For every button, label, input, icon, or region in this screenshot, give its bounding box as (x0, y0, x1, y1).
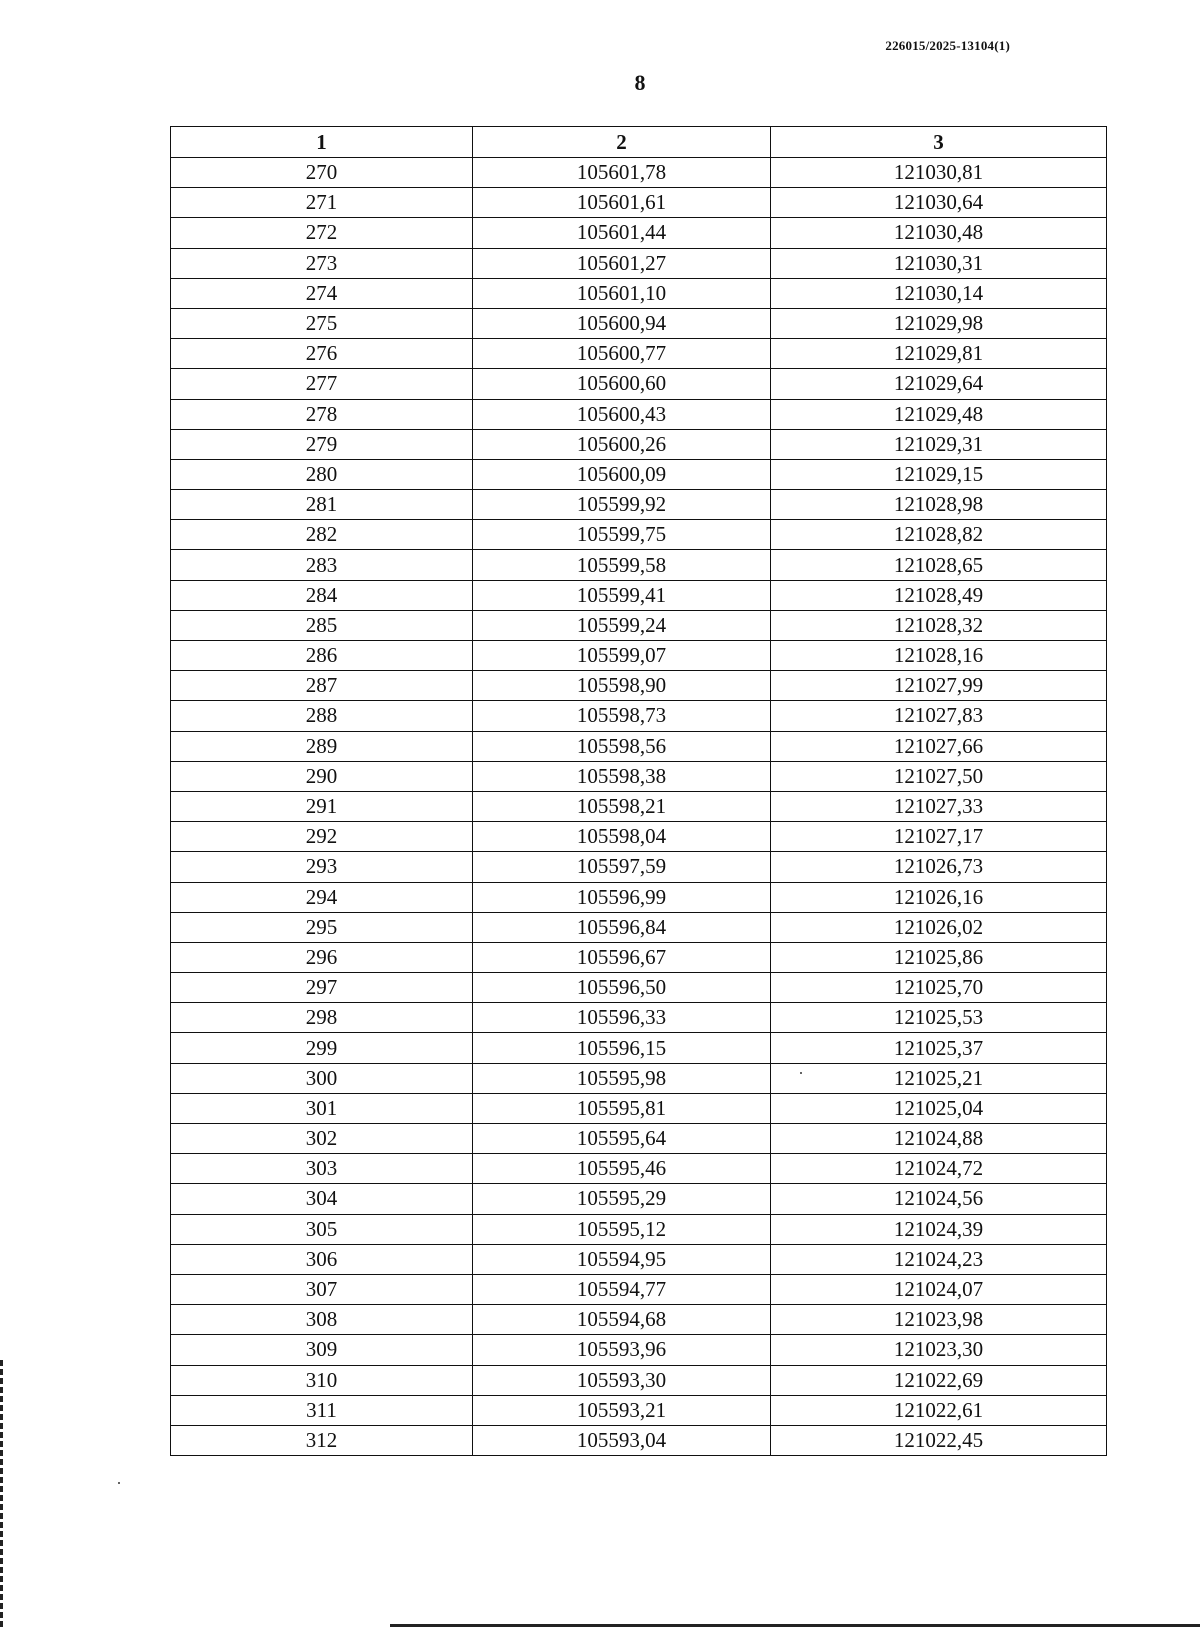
table-cell: 105595,98 (473, 1063, 771, 1093)
table-cell: 290 (171, 761, 473, 791)
table-cell: 280 (171, 459, 473, 489)
table-cell: 121027,17 (771, 822, 1107, 852)
table-cell: 121028,65 (771, 550, 1107, 580)
table-row (171, 822, 1107, 852)
table-cell: 121029,15 (771, 459, 1107, 489)
table-row (171, 701, 1107, 731)
table-cell: 105598,90 (473, 671, 771, 701)
table-cell: 295 (171, 912, 473, 942)
table-cell: 105600,94 (473, 308, 771, 338)
table-cell: 283 (171, 550, 473, 580)
table-cell: 286 (171, 641, 473, 671)
table-cell: 282 (171, 520, 473, 550)
scan-speck (118, 1482, 120, 1484)
table-header-row (171, 127, 1107, 158)
table-row (171, 1184, 1107, 1214)
table-cell: 294 (171, 882, 473, 912)
table-cell: 105599,41 (473, 580, 771, 610)
table-cell: 121029,98 (771, 308, 1107, 338)
column-header: 1 (171, 127, 473, 158)
table-cell: 105593,96 (473, 1335, 771, 1365)
table-cell: 121030,48 (771, 218, 1107, 248)
table-cell: 289 (171, 731, 473, 761)
table-cell: 105598,56 (473, 731, 771, 761)
table-row (171, 641, 1107, 671)
table-row (171, 399, 1107, 429)
table-cell: 121029,31 (771, 429, 1107, 459)
table-cell: 105598,04 (473, 822, 771, 852)
table-cell: 284 (171, 580, 473, 610)
table-cell: 277 (171, 369, 473, 399)
table-cell: 121024,56 (771, 1184, 1107, 1214)
table-cell: 121025,53 (771, 1003, 1107, 1033)
table-cell: 275 (171, 308, 473, 338)
table-row (171, 610, 1107, 640)
table-cell: 121027,99 (771, 671, 1107, 701)
scan-speck (800, 1072, 802, 1074)
table-row (171, 369, 1107, 399)
table-cell: 105601,10 (473, 278, 771, 308)
table-cell: 291 (171, 791, 473, 821)
table-row (171, 852, 1107, 882)
table-row (171, 429, 1107, 459)
table-row (171, 339, 1107, 369)
table-row (171, 942, 1107, 972)
table-row (171, 308, 1107, 338)
table-cell: 105597,59 (473, 852, 771, 882)
table-cell: 271 (171, 188, 473, 218)
table-cell: 105598,21 (473, 791, 771, 821)
table-cell: 293 (171, 852, 473, 882)
table-cell: 121025,21 (771, 1063, 1107, 1093)
table-cell: 304 (171, 1184, 473, 1214)
table-cell: 105594,95 (473, 1244, 771, 1274)
table-row (171, 1244, 1107, 1274)
table-cell: 121024,39 (771, 1214, 1107, 1244)
table-cell: 121028,49 (771, 580, 1107, 610)
table-cell: 307 (171, 1274, 473, 1304)
table-cell: 303 (171, 1154, 473, 1184)
table-cell: 278 (171, 399, 473, 429)
column-header: 3 (771, 127, 1107, 158)
table-cell: 121025,04 (771, 1093, 1107, 1123)
table-row (171, 459, 1107, 489)
table-row (171, 1305, 1107, 1335)
table-row (171, 248, 1107, 278)
table-cell: 292 (171, 822, 473, 852)
table-cell: 121025,70 (771, 973, 1107, 1003)
table-cell: 302 (171, 1124, 473, 1154)
table-cell: 105598,38 (473, 761, 771, 791)
table-cell: 270 (171, 158, 473, 188)
table-row (171, 1274, 1107, 1304)
table-cell: 297 (171, 973, 473, 1003)
table-row (171, 1365, 1107, 1395)
document-id: 226015/2025-13104(1) (885, 38, 1010, 53)
table-cell: 306 (171, 1244, 473, 1274)
table-cell: 105599,24 (473, 610, 771, 640)
table-cell: 121022,69 (771, 1365, 1107, 1395)
table-row (171, 1063, 1107, 1093)
table-cell: 121025,86 (771, 942, 1107, 972)
table-cell: 105593,30 (473, 1365, 771, 1395)
table-row (171, 791, 1107, 821)
table-cell: 121027,83 (771, 701, 1107, 731)
table-row (171, 1214, 1107, 1244)
table-cell: 105596,50 (473, 973, 771, 1003)
table-cell: 121028,98 (771, 490, 1107, 520)
table-cell: 105596,67 (473, 942, 771, 972)
table-row (171, 278, 1107, 308)
table-cell: 121024,23 (771, 1244, 1107, 1274)
table-row (171, 761, 1107, 791)
coordinates-table (170, 126, 1107, 1456)
table-cell: 105595,46 (473, 1154, 771, 1184)
table-row (171, 188, 1107, 218)
table-cell: 272 (171, 218, 473, 248)
table-row (171, 1003, 1107, 1033)
table-cell: 105596,99 (473, 882, 771, 912)
table-cell: 121026,73 (771, 852, 1107, 882)
table-cell: 105600,77 (473, 339, 771, 369)
table-cell: 105600,26 (473, 429, 771, 459)
table-row (171, 1154, 1107, 1184)
table-cell: 276 (171, 339, 473, 369)
table-cell: 105600,43 (473, 399, 771, 429)
table-cell: 105596,15 (473, 1033, 771, 1063)
table-row (171, 882, 1107, 912)
table-cell: 105595,29 (473, 1184, 771, 1214)
table-cell: 301 (171, 1093, 473, 1123)
table-cell: 105600,60 (473, 369, 771, 399)
table-cell: 274 (171, 278, 473, 308)
table-cell: 312 (171, 1425, 473, 1455)
table-row (171, 1124, 1107, 1154)
table-cell: 121024,07 (771, 1274, 1107, 1304)
table-cell: 288 (171, 701, 473, 731)
scan-bottom-edge (390, 1624, 1200, 1627)
table-cell: 300 (171, 1063, 473, 1093)
table-cell: 121029,48 (771, 399, 1107, 429)
table-row (171, 520, 1107, 550)
table-row (171, 580, 1107, 610)
table-row (171, 1395, 1107, 1425)
table-cell: 308 (171, 1305, 473, 1335)
scan-margin-mark (0, 1360, 3, 1628)
page-number: 8 (634, 70, 646, 95)
table-cell: 105594,68 (473, 1305, 771, 1335)
table-cell: 105595,64 (473, 1124, 771, 1154)
table-cell: 121030,81 (771, 158, 1107, 188)
table-row (171, 1033, 1107, 1063)
table-row (171, 158, 1107, 188)
table-cell: 121029,81 (771, 339, 1107, 369)
table-cell: 105593,21 (473, 1395, 771, 1425)
table-cell: 298 (171, 1003, 473, 1033)
table-body (171, 158, 1107, 1456)
table-cell: 311 (171, 1395, 473, 1425)
table-cell: 121028,16 (771, 641, 1107, 671)
table-cell: 105601,44 (473, 218, 771, 248)
table-cell: 121026,02 (771, 912, 1107, 942)
table-cell: 121028,32 (771, 610, 1107, 640)
table-cell: 121027,66 (771, 731, 1107, 761)
table-cell: 121023,98 (771, 1305, 1107, 1335)
table-row (171, 731, 1107, 761)
table-cell: 121030,31 (771, 248, 1107, 278)
table-cell: 105596,33 (473, 1003, 771, 1033)
table-cell: 279 (171, 429, 473, 459)
table-row (171, 671, 1107, 701)
table-row (171, 490, 1107, 520)
table-cell: 121029,64 (771, 369, 1107, 399)
table-cell: 105601,27 (473, 248, 771, 278)
table-cell: 121024,72 (771, 1154, 1107, 1184)
table-row (171, 550, 1107, 580)
table-cell: 105601,61 (473, 188, 771, 218)
table-cell: 121026,16 (771, 882, 1107, 912)
column-header: 2 (473, 127, 771, 158)
table-cell: 105594,77 (473, 1274, 771, 1304)
table-cell: 121022,45 (771, 1425, 1107, 1455)
table-cell: 281 (171, 490, 473, 520)
table-cell: 105598,73 (473, 701, 771, 731)
table-cell: 105595,12 (473, 1214, 771, 1244)
table-cell: 296 (171, 942, 473, 972)
table-cell: 121030,64 (771, 188, 1107, 218)
table-cell: 121025,37 (771, 1033, 1107, 1063)
table-cell: 105601,78 (473, 158, 771, 188)
table-cell: 121027,33 (771, 791, 1107, 821)
table-cell: 105599,92 (473, 490, 771, 520)
table-row (171, 1335, 1107, 1365)
table-row (171, 1093, 1107, 1123)
table-cell: 105599,58 (473, 550, 771, 580)
table-row (171, 1425, 1107, 1455)
table-cell: 287 (171, 671, 473, 701)
table-cell: 121024,88 (771, 1124, 1107, 1154)
table-cell: 309 (171, 1335, 473, 1365)
table-cell: 285 (171, 610, 473, 640)
table-row (171, 912, 1107, 942)
table-cell: 105595,81 (473, 1093, 771, 1123)
table-cell: 299 (171, 1033, 473, 1063)
table-cell: 105596,84 (473, 912, 771, 942)
table-row (171, 973, 1107, 1003)
table-row (171, 218, 1107, 248)
table-cell: 105593,04 (473, 1425, 771, 1455)
table-cell: 121028,82 (771, 520, 1107, 550)
table-cell: 121027,50 (771, 761, 1107, 791)
table-cell: 105599,75 (473, 520, 771, 550)
table-cell: 305 (171, 1214, 473, 1244)
table-cell: 105600,09 (473, 459, 771, 489)
table-cell: 310 (171, 1365, 473, 1395)
table-cell: 121023,30 (771, 1335, 1107, 1365)
table-cell: 105599,07 (473, 641, 771, 671)
table-cell: 273 (171, 248, 473, 278)
table-cell: 121030,14 (771, 278, 1107, 308)
table-cell: 121022,61 (771, 1395, 1107, 1425)
